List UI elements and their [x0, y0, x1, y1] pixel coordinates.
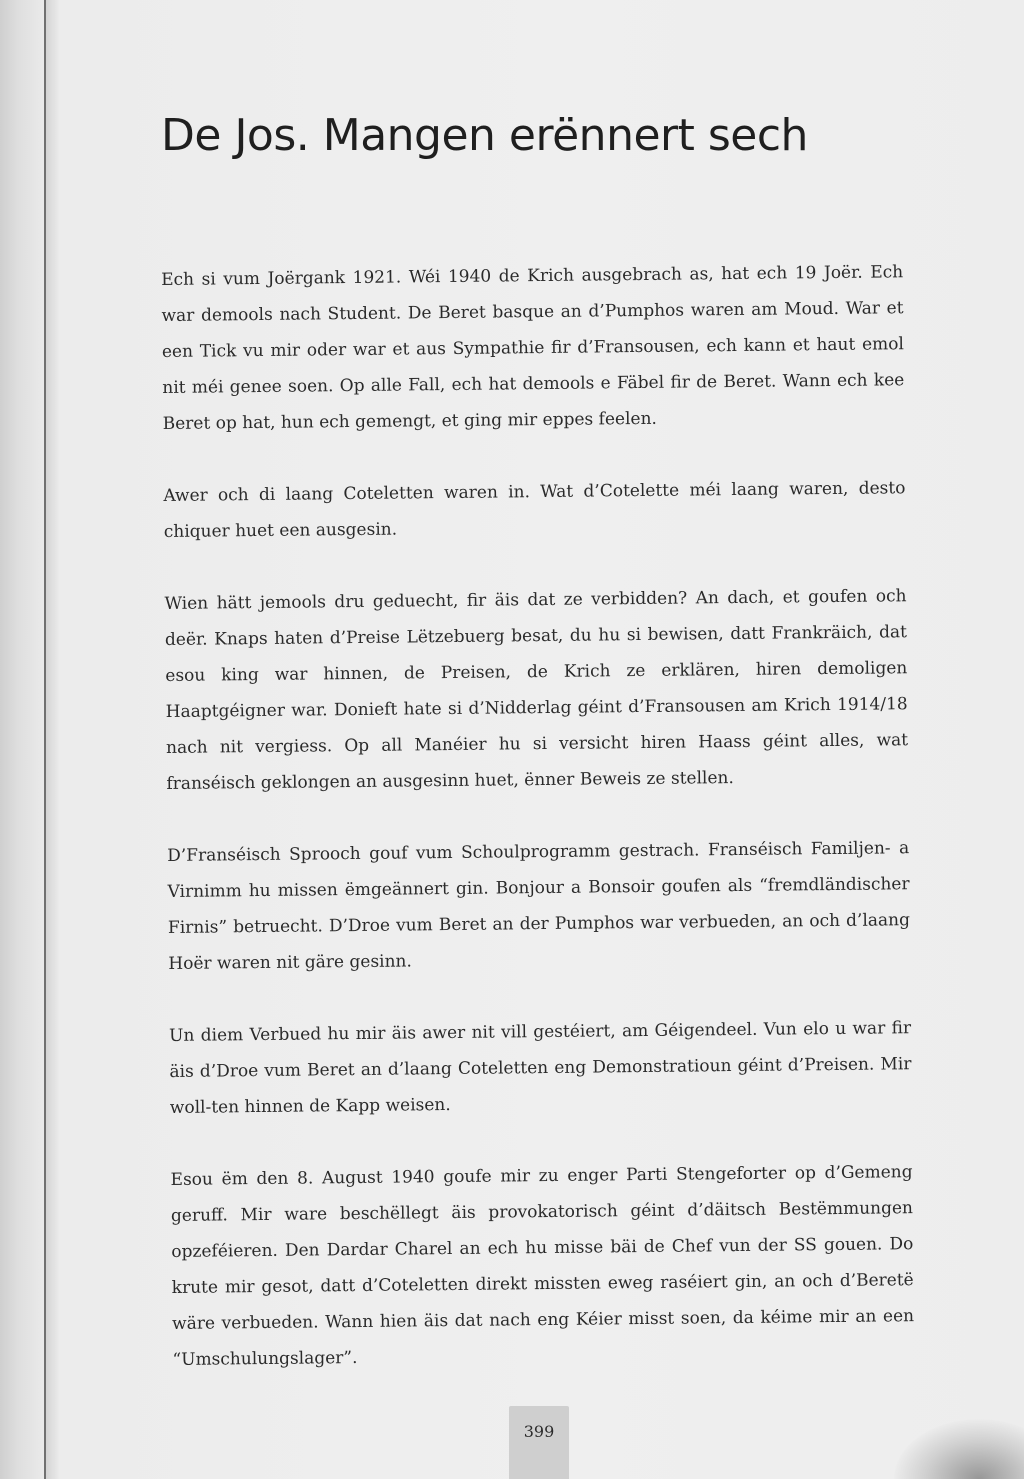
paragraph: D’Franséisch Sprooch gouf vum Schoulprogramm gestrach. Franséisch Familjen- a Virnimm hu missen ëmgeännert gin. Bonjour a Bonsoir goufen als “fremdländischer Firnis” betruecht. D’Droe vum Beret an der Pumphos war verbueden, an och d’laang Hoër waren nit gäre gesinn. [167, 838, 911, 974]
page-number-tab [509, 1406, 569, 1479]
paragraph: Wien hätt jemools dru geduecht, fir äis dat ze verbidden? An dach, et goufen och deër. Knaps haten d’Preise Lëtzebuerg besat, du hu si bewisen, datt Frankräich, dat esou king war hinnen, de Preisen, de Krich ze erklären, hiren demoligen Haaptgéigner war. Donieft hate si d’Nidderlag géint d’Fransousen am Krich 1914/18 nach nit vergiess. Op all Manéier hu si versicht hiren Haass géint alles, wat franséisch geklongen an ausgesinn huet, ënner Beweis ze stellen. [164, 586, 909, 794]
paragraph: Un diem Verbued hu mir äis awer nit vill gestéiert, am Géigendeel. Vun elo u war fir äis d’Droe vum Beret an d’laang Coteletten eng Demonstratioun géint d’Preisen. Mir woll-ten hinnen de Kapp weisen. [169, 1018, 912, 1118]
chapter-title: De Jos. Mangen erënnert sech [161, 110, 808, 161]
paragraph: Awer och di laang Coteletten waren in. Wat d’Cotelette méi laang waren, desto chiquer huet een ausgesin. [163, 478, 906, 542]
corner-shadow [894, 1419, 1024, 1479]
body-text [161, 254, 915, 1372]
paragraph: Ech si vum Joërgank 1921. Wéi 1940 de Krich ausgebrach as, hat ech 19 Joër. Ech war demools nach Student. De Beret basque an d’Pumphos waren am Moud. War et een Tick vu mir oder war et aus Sympathie fir d’Fransousen, ech kann et haut emol nit méi genee soen. Op alle Fall, ech hat demools e Fäbel fir de Beret. Wann ech kee Beret op hat, hun ech gemengt, et ging mir eppes feelen. [161, 262, 905, 434]
page-number: 399 [523, 1422, 555, 1441]
paragraph: Esou ëm den 8. August 1940 goufe mir zu enger Parti Stengeforter op d’Gemeng geruff. Mir ware beschëllegt äis provokatorisch géint d’däitsch Bestëmmungen opzeféieren. Den Dardar Charel an ech hu misse bäi de Chef vun der SS gouen. Do krute mir gesot, datt d’Coteletten direkt missten eweg raséiert gin, an och d’Beretë wäre verbueden. Wann hien äis dat nach eng Kéier misst soen, da kéime mir an een “Umschulungslager”. [170, 1162, 915, 1370]
spine-shadow [46, 0, 60, 1479]
